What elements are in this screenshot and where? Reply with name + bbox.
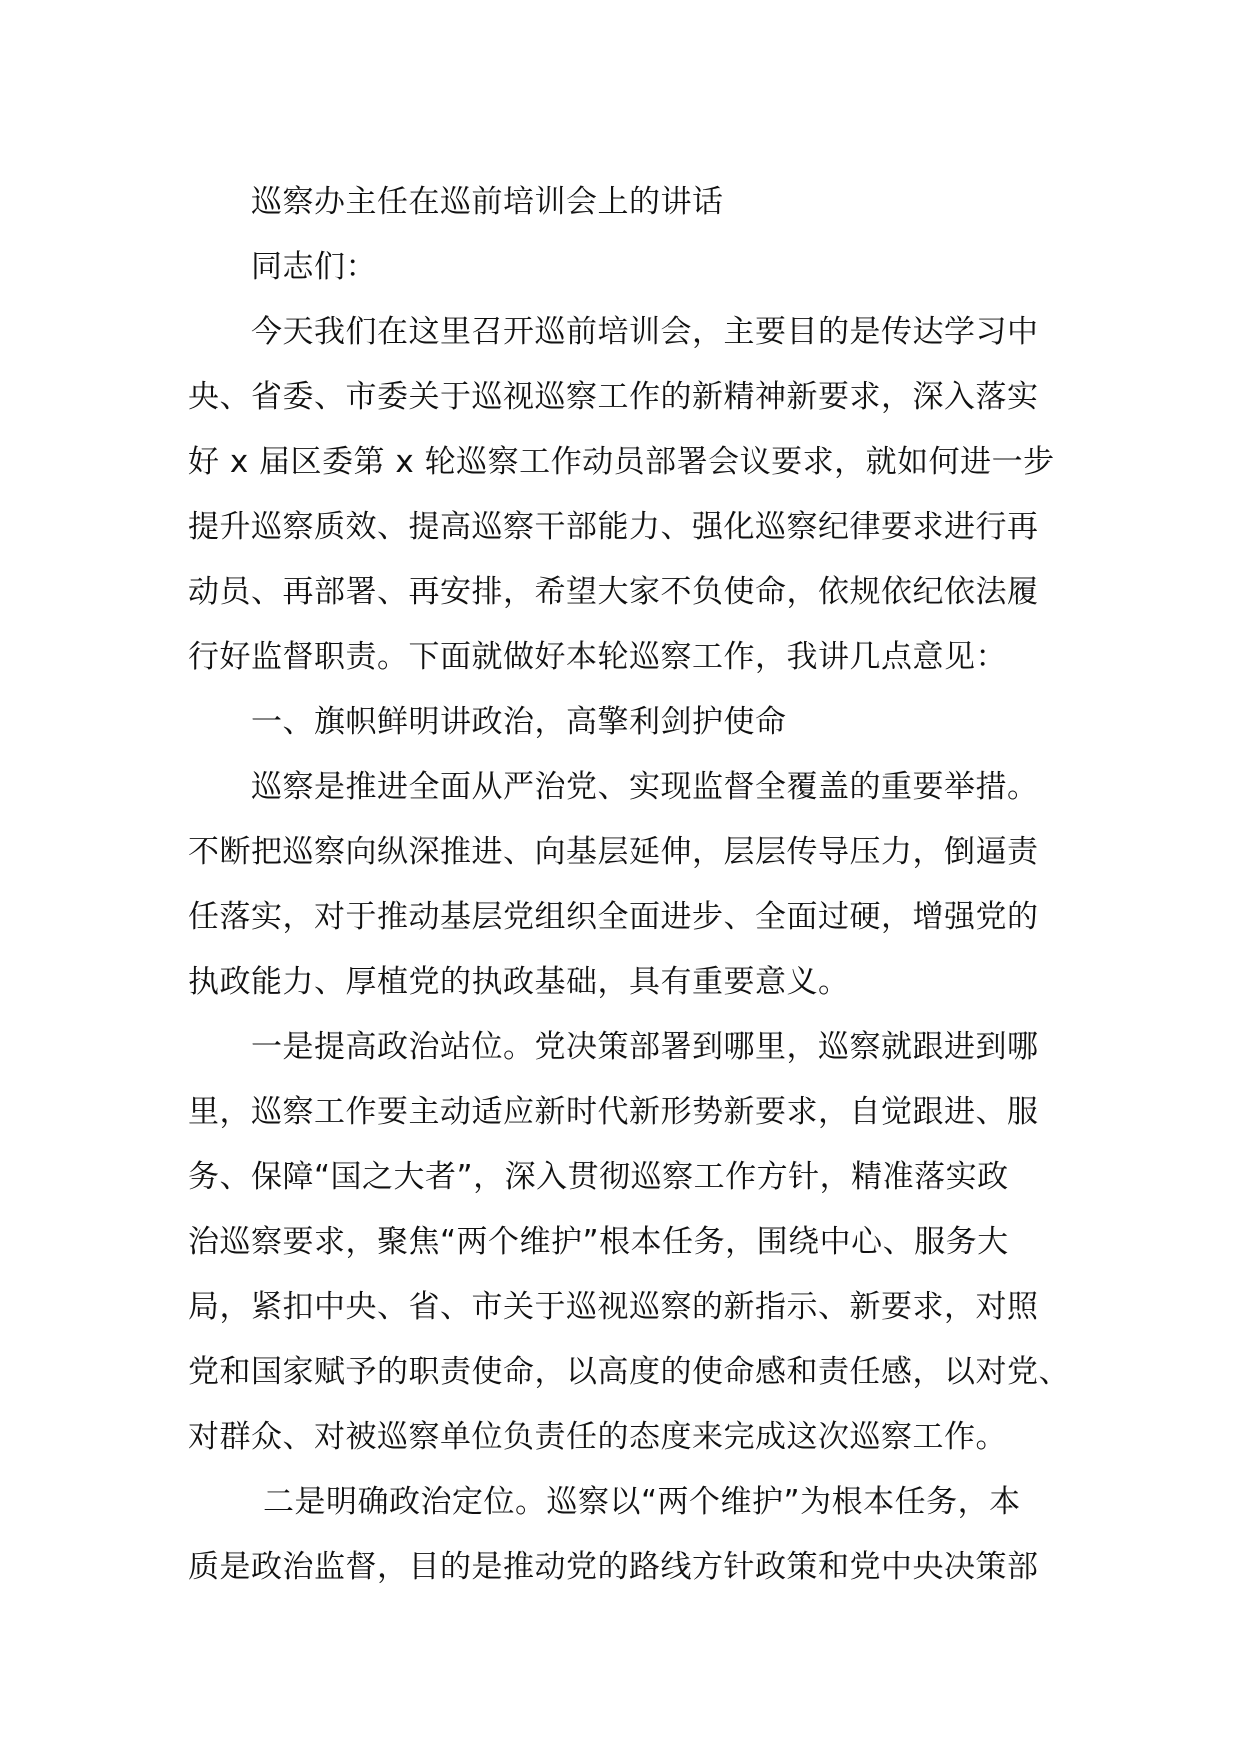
paragraph-line: 里，巡察工作要主动适应新时代新形势新要求，自觉跟进、服 — [188, 1094, 1039, 1130]
paragraph-line: 质是政治监督，目的是推动党的路线方针政策和党中央决策部 — [188, 1549, 1039, 1585]
paragraph-line: 央、省委、市委关于巡视巡察工作的新精神新要求，深入落实 — [188, 379, 1039, 415]
paragraph-line: 任落实，对于推动基层党组织全面进步、全面过硬，增强党的 — [188, 899, 1039, 935]
document-title: 巡察办主任在巡前培训会上的讲话 — [251, 184, 724, 220]
document-body — [188, 170, 1068, 1600]
paragraph-line: 一是提高政治站位。党决策部署到哪里，巡察就跟进到哪 — [251, 1029, 1039, 1065]
paragraph-line: 二是明确政治定位。巡察以“两个维护”为根本任务，本 — [263, 1484, 1021, 1520]
paragraph-line: 党和国家赋予的职责使命，以高度的使命感和责任感，以对党、 — [188, 1354, 1070, 1390]
paragraph-line: 对群众、对被巡察单位负责任的态度来完成这次巡察工作。 — [188, 1419, 1007, 1455]
paragraph-line: 今天我们在这里召开巡前培训会，主要目的是传达学习中 — [251, 314, 1039, 350]
paragraph-line: 动员、再部署、再安排，希望大家不负使命，依规依纪依法履 — [188, 574, 1039, 610]
paragraph-line: 执政能力、厚植党的执政基础，具有重要意义。 — [188, 964, 850, 1000]
section-heading: 一、旗帜鲜明讲政治，高擎利剑护使命 — [251, 704, 787, 740]
paragraph-line: 提升巡察质效、提高巡察干部能力、强化巡察纪律要求进行再 — [188, 509, 1039, 545]
paragraph-line: 好 x 届区委第 x 轮巡察工作动员部署会议要求，就如何进一步 — [188, 444, 1055, 480]
salutation: 同志们： — [251, 249, 377, 285]
paragraph-line: 治巡察要求，聚焦“两个维护”根本任务，围绕中心、服务大 — [188, 1224, 1009, 1260]
paragraph-line: 不断把巡察向纵深推进、向基层延伸，层层传导压力，倒逼责 — [188, 834, 1039, 870]
paragraph-line: 巡察是推进全面从严治党、实现监督全覆盖的重要举措。 — [251, 769, 1039, 805]
paragraph-line: 务、保障“国之大者”，深入贯彻巡察工作方针，精准落实政 — [188, 1159, 1009, 1195]
paragraph-line: 局，紧扣中央、省、市关于巡视巡察的新指示、新要求，对照 — [188, 1289, 1039, 1325]
paragraph-line: 行好监督职责。下面就做好本轮巡察工作，我讲几点意见： — [188, 639, 1007, 675]
